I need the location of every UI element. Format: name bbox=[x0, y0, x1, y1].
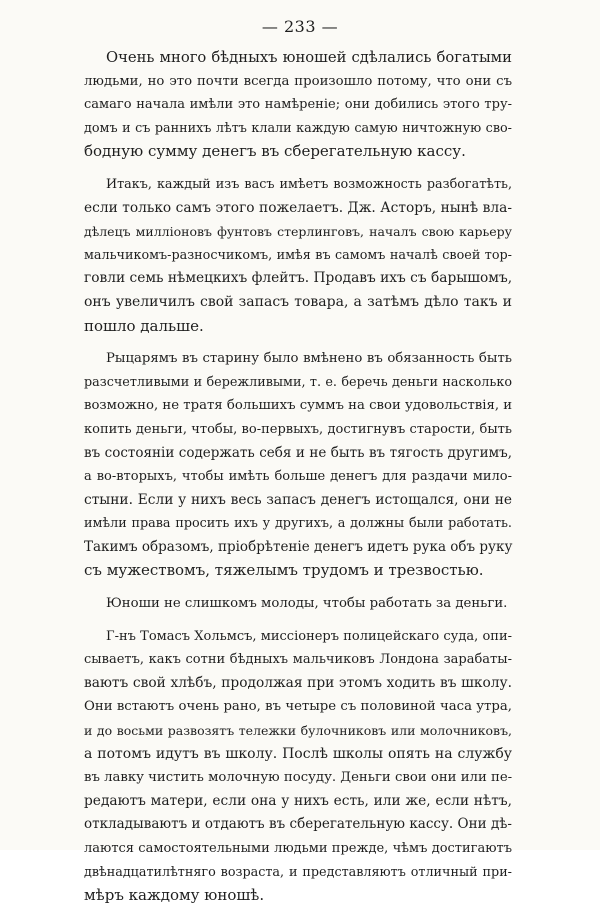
text-line: редаютъ матери, если она у нихъ есть, или же, если нѣтъ, bbox=[84, 792, 512, 809]
text-line: имѣли права просить ихъ у другихъ, а должны были работать. bbox=[84, 516, 512, 532]
paragraph-gap bbox=[84, 616, 512, 625]
paragraph-gap bbox=[84, 338, 512, 347]
text-line: самаго начала имѣли это намѣреніе; они добились этого тру- bbox=[84, 97, 512, 113]
text-line: домъ и съ раннихъ лѣтъ клали каждую самую ничтожную сво- bbox=[84, 120, 512, 136]
text-line: лаются самостоятельными людьми прежде, чѣмъ достигаютъ bbox=[84, 841, 512, 856]
text-line: мѣръ каждому юношѣ. bbox=[84, 886, 265, 905]
text-line: въ лавку чистить молочную посуду. Деньги свои они или пе- bbox=[84, 770, 513, 786]
text-line: онъ увеличилъ свой запасъ товара, а затѣмъ дѣло такъ и bbox=[84, 293, 512, 310]
paragraph bbox=[84, 173, 512, 338]
paragraph bbox=[84, 625, 512, 908]
text-line: пошло дальше. bbox=[84, 316, 204, 335]
text-line: двѣнадцатилѣтняго возраста, и представляютъ отличный при- bbox=[84, 864, 512, 880]
text-line: ваютъ свой хлѣбъ, продолжая при этомъ ходить въ школу. bbox=[84, 674, 512, 691]
text-line: въ состояніи содержать себя и не быть въ тягость другимъ, bbox=[84, 444, 512, 461]
text-line: Такимъ образомъ, пріобрѣтеніе денегъ идетъ рука объ руку bbox=[84, 538, 513, 555]
text-line: сываетъ, какъ сотни бѣдныхъ мальчиковъ Лондона зарабаты- bbox=[84, 652, 512, 668]
paragraph bbox=[84, 592, 512, 616]
text-line: Г-нъ Томасъ Хольмсъ, миссіонеръ полицейскаго суда, опи- bbox=[106, 628, 512, 644]
body-text bbox=[84, 46, 512, 908]
text-line: и до восьми развозятъ тележки булочниковъ или молочниковъ, bbox=[84, 723, 512, 739]
text-line: стыни. Если у нихъ весь запасъ денегъ истощался, они не bbox=[84, 491, 512, 508]
text-line: возможно, не тратя большихъ суммъ на свои удовольствія, и bbox=[84, 398, 513, 414]
text-line: мальчикомъ-разносчикомъ, имѣя въ самомъ началѣ своей тор- bbox=[84, 247, 512, 263]
text-line: Юноши не слишкомъ молоды, чтобы работать за деньги. bbox=[106, 596, 508, 612]
text-line: если только самъ этого пожелаетъ. Дж. Асторъ, нынѣ вла- bbox=[84, 199, 512, 216]
paragraph bbox=[84, 46, 512, 164]
text-line: съ мужествомъ, тяжелымъ трудомъ и трезвостью. bbox=[84, 561, 484, 580]
text-line: говли семь нѣмецкихъ флейтъ. Продавъ ихъ съ барышомъ, bbox=[84, 270, 513, 287]
text-line: дѣлецъ милліоновъ фунтовъ стерлинговъ, началъ свою карьеру bbox=[84, 224, 512, 240]
paragraph-gap bbox=[84, 583, 512, 592]
text-line: бодную сумму денегъ въ сберегательную кассу. bbox=[84, 142, 466, 161]
text-line: откладываютъ и отдаютъ въ сберегательную кассу. Они дѣ- bbox=[84, 816, 512, 833]
text-line: Они встаютъ очень рано, въ четыре съ половиной часа утра, bbox=[84, 699, 512, 715]
paragraph bbox=[84, 347, 512, 583]
text-line: Очень много бѣдныхъ юношей сдѣлались богатыми bbox=[106, 49, 512, 66]
page-number: — 233 — bbox=[261, 17, 339, 36]
text-line: Рыцарямъ въ старину было вмѣнено въ обязанность быть bbox=[106, 351, 512, 367]
text-line: копить деньги, чтобы, во-первыхъ, достигнувъ старости, быть bbox=[84, 421, 512, 437]
paragraph-gap bbox=[84, 164, 512, 173]
text-line: а во-вторыхъ, чтобы имѣть больше денегъ для раздачи мило- bbox=[84, 469, 512, 485]
text-line: Итакъ, каждый изъ васъ имѣетъ возможность разбогатѣть, bbox=[106, 176, 512, 192]
text-line: людьми, но это почти всегда произошло потому, что они съ bbox=[84, 73, 512, 89]
text-line: а потомъ идутъ въ школу. Послѣ школы опять на службу bbox=[84, 745, 512, 762]
text-line: разсчетливыми и бережливыми, т. е. беречь деньги насколько bbox=[84, 374, 512, 390]
